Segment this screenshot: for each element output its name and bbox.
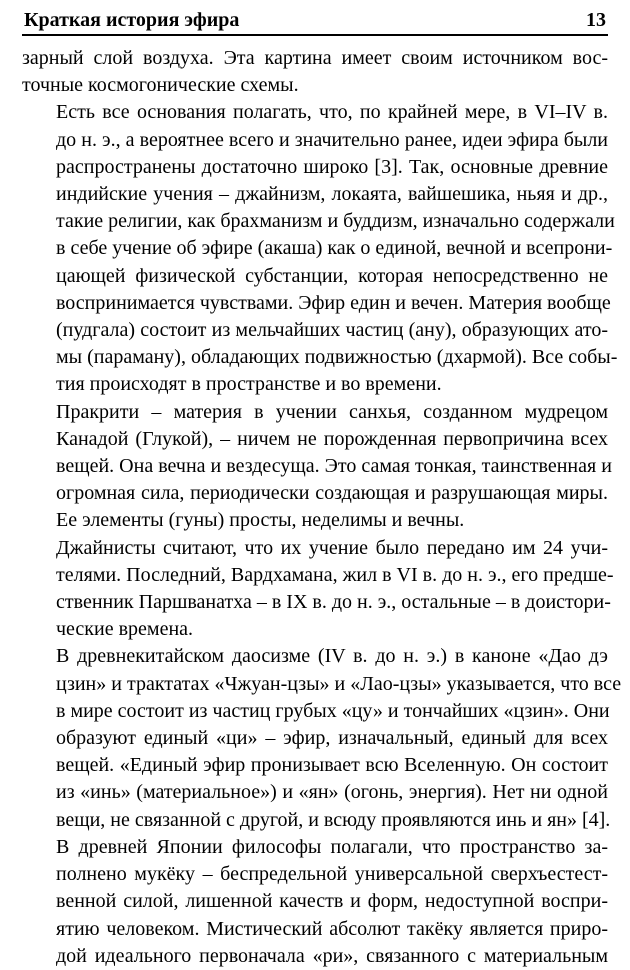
text-line: вещи, не связанной с другой, и всюду проявляются инь и ян» [4]. <box>56 808 611 831</box>
text-line: В древнекитайском даосизме (IV в. до н. э.) в каноне «Дао дэ <box>56 645 608 668</box>
text-line: полнено мукёку – беспредельной универсальной сверхъестест- <box>56 863 608 886</box>
text-line: такие религии, как брахманизм и буддизм, изначально содержали <box>56 210 615 233</box>
paragraph <box>22 834 608 970</box>
text-line: в мире состоит из частиц грубых «цу» и тончайших «цзин». Они <box>56 699 610 722</box>
text-line: до н. э., а вероятнее всего и значительно ранее, идеи эфира были <box>56 128 608 151</box>
book-page <box>22 8 622 970</box>
text-line: ческие времена. <box>56 618 194 641</box>
text-line: цающей физической субстанции, которая непосредственно не <box>56 264 608 287</box>
text-line: в себе учение об эфире (акаша) как о единой, вечной и всепрони- <box>56 237 613 260</box>
text-line: телями. Последний, Вардхамана, жил в VI в. до н. э., его предше- <box>56 563 614 586</box>
text-line: мы (параману), обладающих подвижностью (дхармой). Все собы- <box>56 346 618 369</box>
text-line: (пудгала) состоит из мельчайших частиц (ану), образующих ато- <box>56 319 608 342</box>
running-header <box>22 8 608 36</box>
text-line: вещей. Она вечна и вездесуща. Это самая тонкая, таинственная и <box>56 455 612 478</box>
text-line: огромная сила, периодически создающая и разрушающая миры. <box>56 482 608 505</box>
text-line: индийские учения – джайнизм, локаята, вайшешика, ньяя и др., <box>56 183 608 206</box>
text-line: Джайнисты считают, что их учение было передано им 24 учи- <box>56 536 608 559</box>
paragraph <box>22 99 618 398</box>
text-line: зарный слой воздуха. Эта картина имеет своим источником вос- <box>22 47 608 69</box>
text-line: точные космогонические схемы. <box>22 74 299 97</box>
text-line: Есть все основания полагать, что, по крайней мере, в VI–IV в. <box>56 101 608 124</box>
page-number: 13 <box>586 9 606 31</box>
text-line: тия происходят в пространстве и во времени. <box>56 373 442 396</box>
text-line: образуют единый «ци» – эфир, изначальный, единый для всех <box>56 727 608 750</box>
text-line: Канадой (Глукой), – ничем не порожденная первопричина всех <box>56 427 608 450</box>
text-line: Пракрити – материя в учении санхья, созданном мудрецом <box>56 400 608 423</box>
paragraph <box>22 535 614 644</box>
paragraph <box>22 45 608 99</box>
text-line: из «инь» (материальное») и «ян» (огонь, энергия). Нет ни одной <box>56 781 608 804</box>
chapter-title: Краткая история эфира <box>24 9 240 31</box>
paragraph <box>22 643 622 833</box>
text-line: цзин» и трактатах «Чжуан-цзы» и «Лао-цзы» указывается, что все <box>56 672 622 695</box>
text-line: венной силой, лишенной качеств и форм, недоступной воспри- <box>56 890 608 913</box>
text-line: распространены достаточно широко [3]. Так, основные древние <box>56 155 608 178</box>
text-line: вещей. «Единый эфир пронизывает всю Вселенную. Он состоит <box>56 754 608 777</box>
paragraph <box>22 399 612 535</box>
text-line: ственник Паршванатха – в IX в. до н. э., остальные – в доистори- <box>56 591 611 614</box>
text-line: ятию человеком. Мистический абсолют такёку является приро- <box>56 917 608 940</box>
text-line: Ее элементы (гуны) просты, неделимы и вечны. <box>56 509 465 532</box>
body-text <box>22 45 622 970</box>
text-line: В древней Японии философы полагали, что пространство за- <box>56 835 608 858</box>
text-line: воспринимается чувствами. Эфир един и вечен. Материя вообще <box>56 291 611 314</box>
text-line: дой идеального первоначала «ри», связанного с материальным <box>56 944 608 967</box>
